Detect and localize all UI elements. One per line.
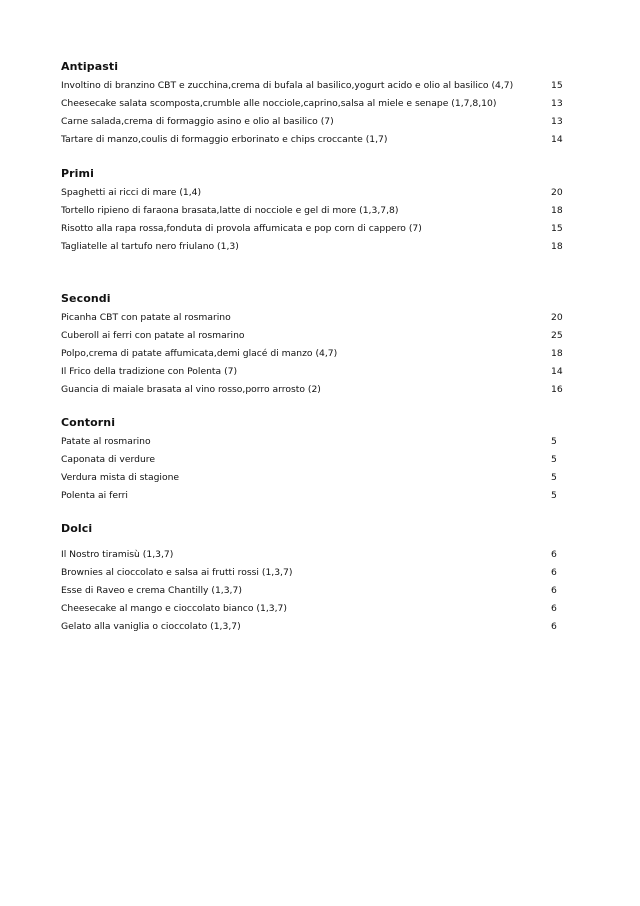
menu-item (61, 113, 571, 131)
menu-item (61, 95, 571, 113)
section-title: Secondi (61, 292, 111, 305)
menu-item (61, 564, 571, 582)
menu-item-price: 6 (551, 549, 557, 560)
menu-item-price: 25 (551, 330, 563, 341)
section-title: Primi (61, 167, 94, 180)
menu-item-name: Caponata di verdure (61, 454, 155, 465)
menu-item-name: Brownies al cioccolato e salsa ai frutti rossi (1,3,7) (61, 567, 293, 578)
menu-item-name: Gelato alla vaniglia o cioccolato (1,3,7) (61, 621, 241, 632)
section-secondi (61, 292, 571, 399)
menu-item-name: Spaghetti ai ricci di mare (1,4) (61, 187, 202, 198)
menu-item-price: 20 (551, 187, 563, 198)
menu-item-name: Cheesecake salata scomposta,crumble alle nocciole,caprino,salsa al miele e senape (1,7,8,10) (61, 98, 497, 109)
menu-item (61, 131, 571, 149)
section-contorni (61, 416, 571, 505)
menu-item-name: Carne salada,crema di formaggio asino e olio al basilico (7) (61, 116, 334, 127)
menu-item-price: 13 (551, 116, 563, 127)
section-title: Dolci (61, 522, 93, 535)
menu-item-price: 13 (551, 98, 563, 109)
menu-item (61, 546, 571, 564)
menu-item-list (61, 433, 571, 505)
menu-item-name: Cheesecake al mango e cioccolato bianco (1,3,7) (61, 603, 287, 614)
menu-item (61, 600, 571, 618)
menu-item (61, 77, 571, 95)
menu-item-price: 14 (551, 366, 563, 377)
menu-item-name: Il Nostro tiramisù (1,3,7) (61, 549, 174, 560)
menu-item (61, 184, 571, 202)
menu-item-name: Esse di Raveo e crema Chantilly (1,3,7) (61, 585, 242, 596)
menu-item-price: 18 (551, 241, 563, 252)
menu-item-name: Tartare di manzo,coulis di formaggio erborinato e chips croccante (1,7) (61, 134, 388, 145)
menu-item-price: 5 (551, 472, 557, 483)
menu-item (61, 238, 571, 256)
menu-item (61, 618, 571, 636)
menu-item-name: Il Frico della tradizione con Polenta (7) (61, 366, 238, 377)
menu-item-price: 6 (551, 567, 557, 578)
menu-item (61, 469, 571, 487)
menu-item (61, 220, 571, 238)
menu-item-price: 15 (551, 223, 563, 234)
menu-item (61, 451, 571, 469)
menu-item-price: 5 (551, 490, 557, 501)
menu-item-list (61, 77, 571, 149)
menu-item-list (61, 309, 571, 399)
section-title: Antipasti (61, 60, 119, 73)
menu-item-price: 18 (551, 348, 563, 359)
menu-item (61, 327, 571, 345)
menu-item-name: Patate al rosmarino (61, 436, 151, 447)
menu-item-price: 5 (551, 436, 557, 447)
menu-item-name: Risotto alla rapa rossa,fonduta di provola affumicata e pop corn di cappero (7) (61, 223, 422, 234)
section-title: Contorni (61, 416, 116, 429)
menu-item (61, 433, 571, 451)
menu-item-name: Guancia di maiale brasata al vino rosso,porro arrosto (2) (61, 384, 321, 395)
menu-item-price: 14 (551, 134, 563, 145)
menu-item-price: 18 (551, 205, 563, 216)
menu-item-price: 6 (551, 621, 557, 632)
menu-item-name: Polenta ai ferri (61, 490, 128, 501)
section-dolci (61, 522, 571, 636)
section-primi (61, 167, 571, 256)
menu-item-name: Cuberoll ai ferri con patate al rosmarino (61, 330, 245, 341)
menu-item-price: 6 (551, 585, 557, 596)
menu-item (61, 309, 571, 327)
menu-item (61, 487, 571, 505)
menu-item-name: Involtino di branzino CBT e zucchina,crema di bufala al basilico,yogurt acido e olio al basilico (4,7) (61, 80, 514, 91)
menu-item (61, 381, 571, 399)
menu-item-price: 5 (551, 454, 557, 465)
menu-item-price: 16 (551, 384, 563, 395)
menu-item-name: Picanha CBT con patate al rosmarino (61, 312, 231, 323)
menu-item (61, 202, 571, 220)
menu-item (61, 345, 571, 363)
menu-item (61, 363, 571, 381)
menu-item-price: 15 (551, 80, 563, 91)
menu-item-list (61, 184, 571, 256)
menu-item-price: 6 (551, 603, 557, 614)
menu-item-price: 20 (551, 312, 563, 323)
section-antipasti (61, 60, 571, 149)
menu-item-name: Tortello ripieno di faraona brasata,latte di nocciole e gel di more (1,3,7,8) (61, 205, 399, 216)
menu-item-list (61, 546, 571, 636)
menu-item (61, 582, 571, 600)
menu-item-name: Verdura mista di stagione (61, 472, 180, 483)
menu-item-name: Polpo,crema di patate affumicata,demi glacé di manzo (4,7) (61, 348, 338, 359)
menu-item-name: Tagliatelle al tartufo nero friulano (1,3) (61, 241, 239, 252)
